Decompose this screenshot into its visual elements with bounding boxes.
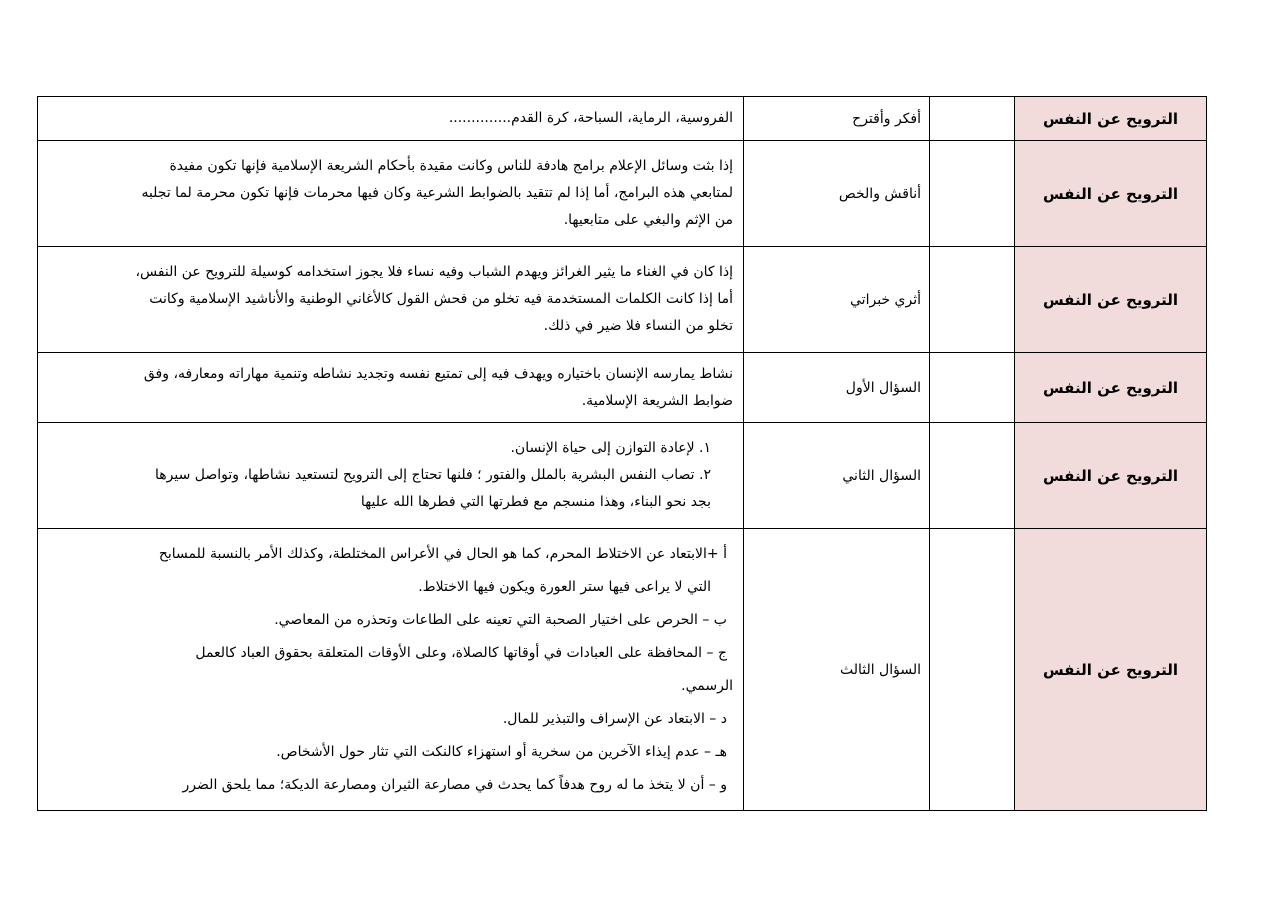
answer-line: التي لا يراعى فيها ستر العورة ويكون فيها الاختلاط. [418, 578, 711, 595]
section-label: السؤال الثاني [744, 423, 930, 529]
section-label: السؤال الأول [744, 353, 930, 423]
section-label: السؤال الثالث [744, 529, 930, 811]
section-label: أفكر وأقترح [744, 97, 930, 141]
table-row [38, 423, 1207, 529]
answer-line: الرسمي. [681, 677, 733, 694]
empty-cell [930, 529, 1015, 811]
answer-line: نشاط يمارسه الإنسان باختياره ويهدف فيه إلى تمتيع نفسه وتجديد نشاطه وتنمية مهاراته ومعارفه، وفق [143, 365, 733, 382]
table-row [38, 529, 1207, 811]
answer-line: ١. لإعادة التوازن إلى حياة الإنسان. [510, 440, 711, 456]
topic-cell: الترويح عن النفس [1015, 141, 1207, 247]
empty-cell [930, 353, 1015, 423]
empty-cell [930, 97, 1015, 141]
answer-line: تخلو من النساء فلا ضير في ذلك. [543, 318, 733, 334]
section-label: أثري خبراتي [744, 247, 930, 353]
answer-line: ب – الحرص على اختيار الصحبة التي تعينه على الطاعات وتحذره من المعاصي. [274, 611, 727, 628]
answer-content [38, 529, 744, 811]
answer-line: ضوابط الشريعة الإسلامية. [581, 392, 733, 409]
answer-line: الفروسية، الرماية، السباحة، كرة القدم.............. [448, 110, 733, 126]
topic-cell: الترويح عن النفس [1015, 353, 1207, 423]
answer-line: ٢. تصاب النفس البشرية بالملل والفتور ؛ فلنها تحتاج إلى الترويح لتستعيد نشاطها، وتواصل سيرها [154, 467, 711, 483]
answer-line: د – الابتعاد عن الإسراف والتبذير للمال. [502, 710, 727, 727]
topic-cell: الترويح عن النفس [1015, 529, 1207, 811]
answer-content [38, 353, 744, 423]
answer-line: أ +الابتعاد عن الاختلاط المحرم، كما هو الحال في الأعراس المختلطة، وكذلك الأمر بالنسبة للمسابح [158, 545, 727, 562]
answer-line: إذا كان في الغناء ما يثير الغرائز ويهدم الشباب وفيه نساء فلا يجوز استخدامه كوسيلة للترويح عن النفس، [135, 264, 733, 280]
answer-line: إذا بثت وسائل الإعلام برامج هادفة للناس وكانت مقيدة بأحكام الشريعة الإسلامية فإنها تكون مفيدة [169, 158, 733, 174]
answer-content [38, 423, 744, 529]
answer-line: هـ – عدم إيذاء الآخرين من سخرية أو استهزاء كالنكت التي تثار حول الأشخاص. [276, 743, 727, 760]
table-row [38, 353, 1207, 423]
table-row [38, 141, 1207, 247]
topic-cell: الترويح عن النفس [1015, 423, 1207, 529]
answer-content [38, 247, 744, 353]
empty-cell [930, 423, 1015, 529]
answer-line: و – أن لا يتخذ ما له روح هدفاً كما يحدث في مصارعة الثيران ومصارعة الديكة؛ مما يلحق الضرر [182, 776, 727, 793]
table-row [38, 97, 1207, 141]
answer-line: أما إذا كانت الكلمات المستخدمة فيه تخلو من فحش القول كالأغاني الوطنية والأناشيد الإسلامية وكانت [149, 291, 733, 307]
answers-table [37, 96, 1207, 811]
section-label: أناقش والخص [744, 141, 930, 247]
empty-cell [930, 247, 1015, 353]
table-row [38, 247, 1207, 353]
answer-line: من الإثم والبغي على متابعيها. [563, 212, 733, 228]
answer-line: بجد نحو البناء، وهذا منسجم مع فطرتها التي فطرها الله عليها [360, 494, 711, 510]
answer-content [38, 141, 744, 247]
topic-cell: الترويح عن النفس [1015, 97, 1207, 141]
answer-line: لمتابعي هذه البرامج، أما إذا لم تتقيد بالضوابط الشرعية وكان فيها محرمات فإنها تكون محرمة لما تجلبه [141, 185, 733, 201]
answer-line: ج – المحافظة على العبادات في أوقاتها كالصلاة، وعلى الأوقات المتعلقة بحقوق العباد كالعمل [195, 644, 727, 661]
answer-content [38, 97, 744, 141]
empty-cell [930, 141, 1015, 247]
topic-cell: الترويح عن النفس [1015, 247, 1207, 353]
